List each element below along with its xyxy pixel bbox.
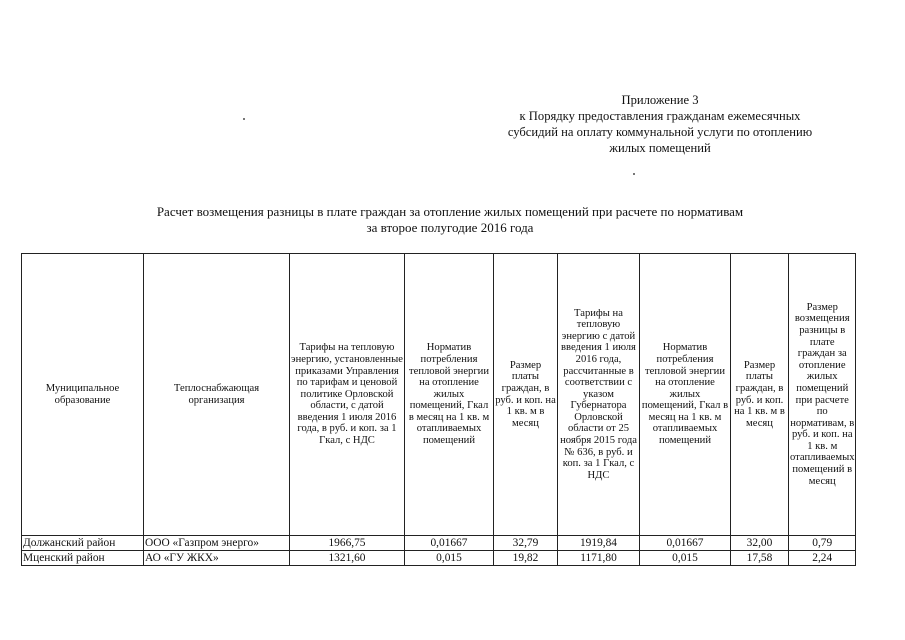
column-header-supplier: Теплоснабжающая организация [144, 254, 290, 536]
cell-payment-1: 19,82 [494, 551, 558, 566]
scan-speck [243, 118, 245, 120]
cell-norm-1: 0,01667 [405, 536, 494, 551]
cell-supplier: ООО «Газпром энерго» [144, 536, 290, 551]
table-row [22, 536, 856, 551]
cell-payment-1: 32,79 [494, 536, 558, 551]
appendix-line: жилых помещений [609, 141, 711, 155]
cell-tariff-order: 1966,75 [290, 536, 405, 551]
column-header-municipality: Муниципальное образование [22, 254, 144, 536]
tariff-table [21, 253, 856, 566]
cell-tariff-decree: 1919,84 [558, 536, 640, 551]
column-header-payment-1: Размер платы граждан, в руб. и коп. на 1 кв. м в месяц [494, 254, 558, 536]
appendix-line: к Порядку предоставления гражданам ежемесячных [519, 109, 801, 123]
title-line: Расчет возмещения разницы в плате граждан за отопление жилых помещений при расчете по нормативам [156, 204, 744, 219]
column-header-compensation: Размер возмещения разницы в плате граждан за отопление жилых помещений при расчете по нормативам, в руб. и коп. на 1 кв. м отапливаемых помещений в месяц [789, 254, 856, 536]
cell-tariff-decree: 1171,80 [558, 551, 640, 566]
cell-payment-2: 32,00 [731, 536, 789, 551]
appendix-header [470, 92, 850, 156]
scan-speck [633, 173, 635, 175]
cell-compensation: 0,79 [789, 536, 856, 551]
cell-norm-2: 0,01667 [640, 536, 731, 551]
cell-norm-1: 0,015 [405, 551, 494, 566]
column-header-payment-2: Размер платы граждан, в руб. и коп. на 1 кв. м в месяц [731, 254, 789, 536]
cell-municipality: Должанский район [22, 536, 144, 551]
appendix-line: субсидий на оплату коммунальной услуги по отоплению [507, 125, 813, 139]
column-header-tariff-decree: Тарифы на тепловую энергию с датой введения 1 июля 2016 года, рассчитанные в соответствии с указом Губернатора Орловской области от 25 ноября 2015 года № 636, в руб. и коп. за 1 Гкал, с НДС [558, 254, 640, 536]
cell-payment-2: 17,58 [731, 551, 789, 566]
table-header-row [22, 254, 856, 536]
cell-norm-2: 0,015 [640, 551, 731, 566]
title-line: за второе полугодие 2016 года [366, 220, 534, 235]
document-title [95, 204, 805, 236]
cell-municipality: Мценский район [22, 551, 144, 566]
column-header-norm-1: Норматив потребления тепловой энергии на отопление жилых помещений, Гкал в месяц на 1 кв. м отапливаемых помещений [405, 254, 494, 536]
table-row [22, 551, 856, 566]
cell-compensation: 2,24 [789, 551, 856, 566]
column-header-tariff-order: Тарифы на тепловую энергию, установленные приказами Управления по тарифам и ценовой политике Орловской области, с датой введения 1 июля 2016 года, в руб. и коп. за 1 Гкал, с НДС [290, 254, 405, 536]
cell-supplier: АО «ГУ ЖКХ» [144, 551, 290, 566]
column-header-norm-2: Норматив потребления тепловой энергии на отопление жилых помещений, Гкал в месяц на 1 кв. м отапливаемых помещений [640, 254, 731, 536]
appendix-number: Приложение 3 [621, 93, 699, 107]
cell-tariff-order: 1321,60 [290, 551, 405, 566]
